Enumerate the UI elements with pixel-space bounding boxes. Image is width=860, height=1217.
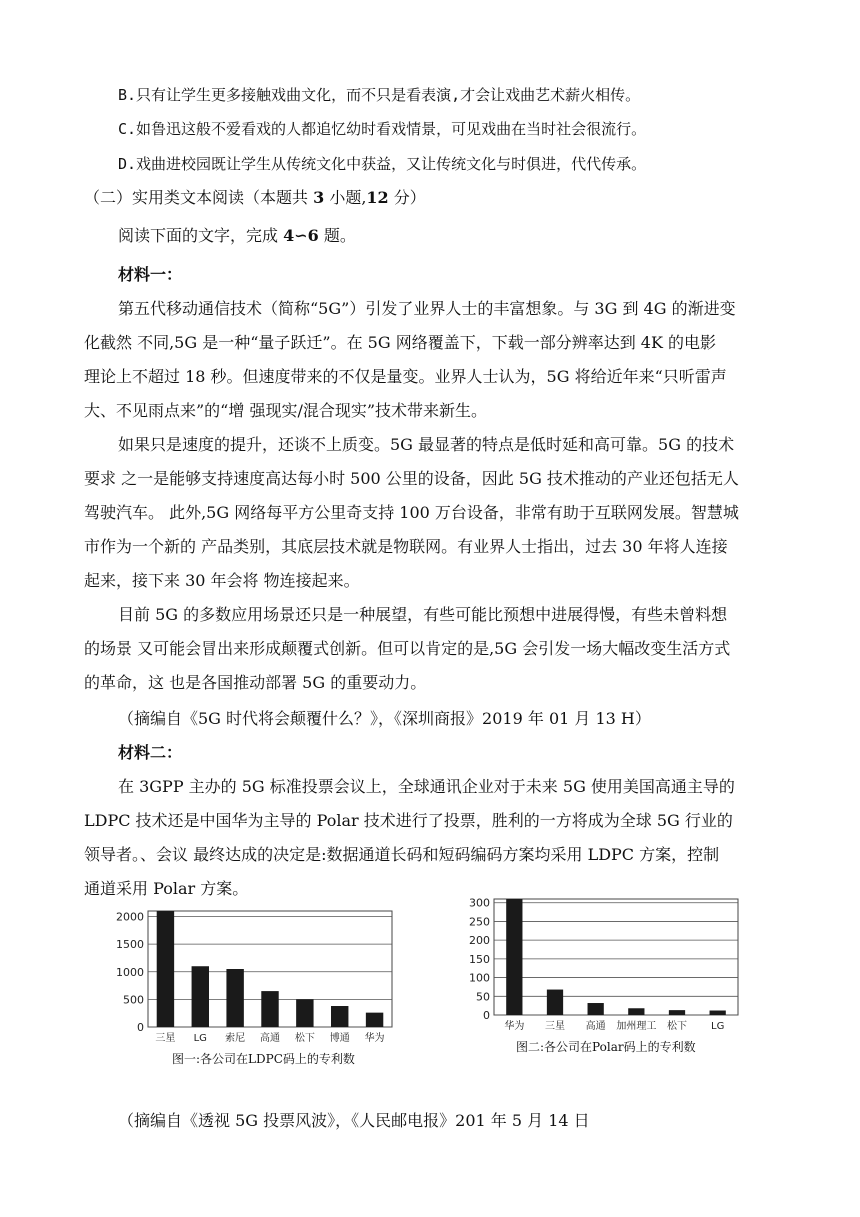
- y-tick-label: 1500: [116, 938, 144, 952]
- material2-line: LDPC 技术还是中国华为主导的 Polar 技术进行了投票，胜利的一方将成为全球 5G 行业的: [84, 811, 733, 830]
- bar: [331, 1006, 348, 1027]
- material1-line: 第五代移动通信技术（简称“5G”）引发了业界人士的丰富想象。与 3G 到 4G 的渐进变: [118, 299, 736, 318]
- x-tick-label: 加州理工: [616, 1021, 657, 1032]
- material1-line: 目前 5G 的多数应用场景还只是一种展望，有些可能比预想中进展得慢，有些未曾料想: [118, 605, 728, 624]
- y-tick-label: 300: [469, 896, 490, 910]
- material1-source: （摘编自《5G 时代将会颠覆什么？》，《深圳商报》2019 年 01 月 13 H）: [118, 709, 651, 728]
- plot-frame: [494, 899, 738, 1015]
- y-tick-label: 1000: [116, 965, 144, 979]
- y-tick-label: 200: [469, 934, 490, 948]
- material1-line: 化截然 不同,5G 是一种“量子跃迁”。在 5G 网络覆盖下，下载一部分辨率达到 4K 的电影: [84, 333, 717, 352]
- bar: [506, 899, 522, 1015]
- bar: [669, 1010, 685, 1015]
- material1-line: 驾驶汽车。 此外,5G 网络每平方公里奇支持 100 万台设备，非常有助于互联网发展。智慧城: [84, 503, 739, 522]
- x-tick-label: 三星: [155, 1033, 176, 1044]
- material1-line: 的革命，这 也是各国推动部署 5G 的重要动力。: [84, 673, 427, 692]
- material2-line: 通道采用 Polar 方案。: [84, 879, 249, 898]
- x-tick-label: 松下: [667, 1021, 687, 1032]
- material1-line: 如果只是速度的提升，还谈不上质变。5G 最显著的特点是低时延和高可靠。5G 的技术: [118, 435, 735, 454]
- material1-line: 市作为一个新的 产品类别，其底层技术就是物联网。有业界人士指出，过去 30 年将人连接: [84, 537, 728, 556]
- option-b: B.只有让学生更多接触戏曲文化，而不只是看表演,才会让戏曲艺术薪火相传。: [118, 86, 641, 104]
- x-tick-label: 索尼: [225, 1033, 246, 1044]
- material1-line: 大、不见雨点来”的“增 强现实/混合现实”技术带来新生。: [84, 401, 488, 420]
- material2-line: 领导者。、会议 最终达成的决定是:数据通道长码和短码编码方案均采用 LDPC 方案，控制: [84, 845, 720, 864]
- y-tick-label: 0: [137, 1021, 144, 1034]
- chart-polar-title: 图二:各公司在Polar码上的专利数: [516, 1040, 696, 1054]
- x-tick-label: LG: [711, 1021, 725, 1032]
- bar: [588, 1003, 604, 1015]
- material1-line: 理论上不超过 18 秒。但速度带来的不仅是量变。业界人士认为，5G 将给近年来“只听雷声: [84, 367, 727, 386]
- bar: [192, 966, 209, 1027]
- x-tick-label: 华为: [364, 1033, 385, 1044]
- y-tick-label: 250: [469, 915, 490, 929]
- x-tick-label: 高通: [260, 1033, 280, 1044]
- y-tick-label: 2000: [116, 910, 144, 924]
- bar: [628, 1008, 644, 1015]
- y-tick-label: 500: [123, 993, 144, 1007]
- instruction: 阅读下面的文字，完成 4∽6 题。: [118, 226, 356, 245]
- y-tick-label: 100: [469, 971, 490, 985]
- x-tick-label: LG: [193, 1033, 207, 1044]
- bar: [226, 969, 243, 1027]
- material2-heading: 材料二：: [118, 743, 183, 762]
- bar: [547, 990, 563, 1015]
- material1-heading: 材料一：: [118, 265, 183, 284]
- section-heading: （二）实用类文本阅读（本题共 3 小题,12 分）: [84, 188, 426, 207]
- x-tick-label: 博通: [329, 1033, 350, 1044]
- y-tick-label: 50: [476, 990, 490, 1004]
- x-tick-label: 松下: [294, 1033, 315, 1044]
- x-tick-label: 高通: [585, 1021, 606, 1032]
- chart-ldpc-title: 图一:各公司在LDPC码上的专利数: [172, 1052, 355, 1066]
- bar: [296, 999, 313, 1027]
- y-tick-label: 0: [483, 1009, 490, 1022]
- material1-line: 要求 之一是能够支持速度高达每小时 500 公里的设备，因此 5G 技术推动的产业还包括无人: [84, 469, 739, 488]
- x-tick-label: 华为: [504, 1021, 525, 1032]
- y-tick-label: 150: [469, 952, 490, 966]
- bar: [261, 991, 278, 1027]
- material1-line: 起来，接下来 30 年会将 物连接起来。: [84, 571, 360, 590]
- material2-line: 在 3GPP 主办的 5G 标准投票会议上，全球通讯企业对于未来 5G 使用美国高通主导的: [118, 777, 735, 796]
- chart-ldpc: [112, 905, 402, 1070]
- x-tick-label: 三星: [545, 1021, 565, 1032]
- chart-polar-plot: [458, 893, 748, 1033]
- bar: [710, 1011, 726, 1015]
- option-d: D.戏曲进校园既让学生从传统文化中获益，又让传统文化与时俱进，代代传承。: [118, 155, 647, 173]
- chart-polar: [458, 893, 748, 1058]
- chart-ldpc-plot: [112, 905, 402, 1045]
- bar: [366, 1013, 383, 1027]
- material1-line: 的场景 又可能会冒出来形成颠覆式创新。但可以肯定的是,5G 会引发一场大幅改变生活方式: [84, 639, 731, 658]
- material2-source: （摘编自《透视 5G 投票风波》，《人民邮电报》201 年 5 月 14 日: [118, 1111, 590, 1130]
- bar: [157, 911, 174, 1027]
- option-c: C.如鲁迅这般不爱看戏的人都追忆幼时看戏情景，可见戏曲在当时社会很流行。: [118, 120, 647, 138]
